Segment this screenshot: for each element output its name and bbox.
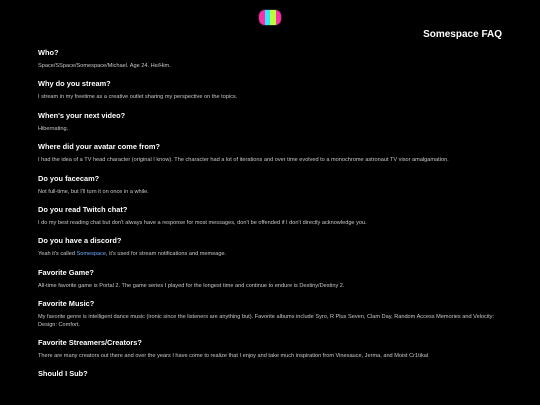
faq-item-should-sub <box>38 369 504 378</box>
faq-item-discord <box>38 236 504 258</box>
faq-answer: All-time favorite game is Portal 2. The game series I played for the longest time and continue to endure is Destiny/Destiny 2. <box>38 282 345 289</box>
faq-question: Why do you stream? <box>38 79 111 89</box>
faq-question: Favorite Streamers/Creators? <box>38 338 142 348</box>
faq-item-favorite-music <box>38 299 504 329</box>
faq-item-why-stream <box>38 79 504 101</box>
faq-question: Who? <box>38 48 59 57</box>
faq-item-who <box>38 48 504 70</box>
faq-answer: Not full-time, but I'll turn it on once in a while. <box>38 188 149 195</box>
faq-item-favorite-creators <box>38 338 504 360</box>
faq-answer: There are many creators out there and over the years I have come to realize that I enjoy and take much inspiration from Vinesauce, Jerma, and Moist Cr1tikal <box>38 353 429 360</box>
faq-question: Should I Sub? <box>38 369 88 379</box>
page-title: Somespace FAQ <box>423 29 502 40</box>
logo-stripe <box>276 10 282 25</box>
faq-question: Favorite Game? <box>38 267 94 277</box>
faq-question: Do you read Twitch chat? <box>38 205 128 215</box>
faq-item-facecam <box>38 174 504 196</box>
faq-question: When's your next video? <box>38 110 126 120</box>
faq-answer: I do my best reading chat but don't always have a response for most messages, don't be offended if I don't directly acknowledge you. <box>38 220 367 227</box>
faq-answer: I stream in my freetime as a creative outlet sharing my perspective on the topics. <box>38 94 238 101</box>
faq-list <box>38 48 504 384</box>
faq-item-avatar <box>38 142 504 164</box>
discord-link[interactable]: Somespace <box>76 251 107 258</box>
faq-item-favorite-game <box>38 268 504 290</box>
faq-answer: Space/SSpace/Somespace/Michael. Age 24. He/Him. <box>38 63 171 69</box>
faq-answer: My favorite genre is intelligent dance music (ironic since the listeners are anything but). Favorite albums include Syro, R Plus Seven, Clam Day, Random Access Memories and Velocity: Design: Comfort. <box>38 314 494 328</box>
answer-text: , it's used for stream notifications and memeage. <box>106 251 227 258</box>
faq-question: Do you facecam? <box>38 173 100 183</box>
faq-question: Do you have a discord? <box>38 236 122 246</box>
logo-tv-icon[interactable] <box>258 9 282 26</box>
faq-question: Where did your avatar come from? <box>38 142 160 152</box>
faq-answer: I had the idea of a TV head character (original I know). The character had a lot of iterations and over time evolved to a monochrome astronaut TV visor amalgamation. <box>38 157 449 164</box>
answer-text: Yeah it's called <box>38 251 77 258</box>
faq-answer <box>38 251 504 258</box>
faq-question: Favorite Music? <box>38 299 95 309</box>
faq-item-next-video <box>38 111 504 133</box>
faq-item-twitch-chat <box>38 205 504 227</box>
faq-answer: Hibernating. <box>38 125 69 132</box>
